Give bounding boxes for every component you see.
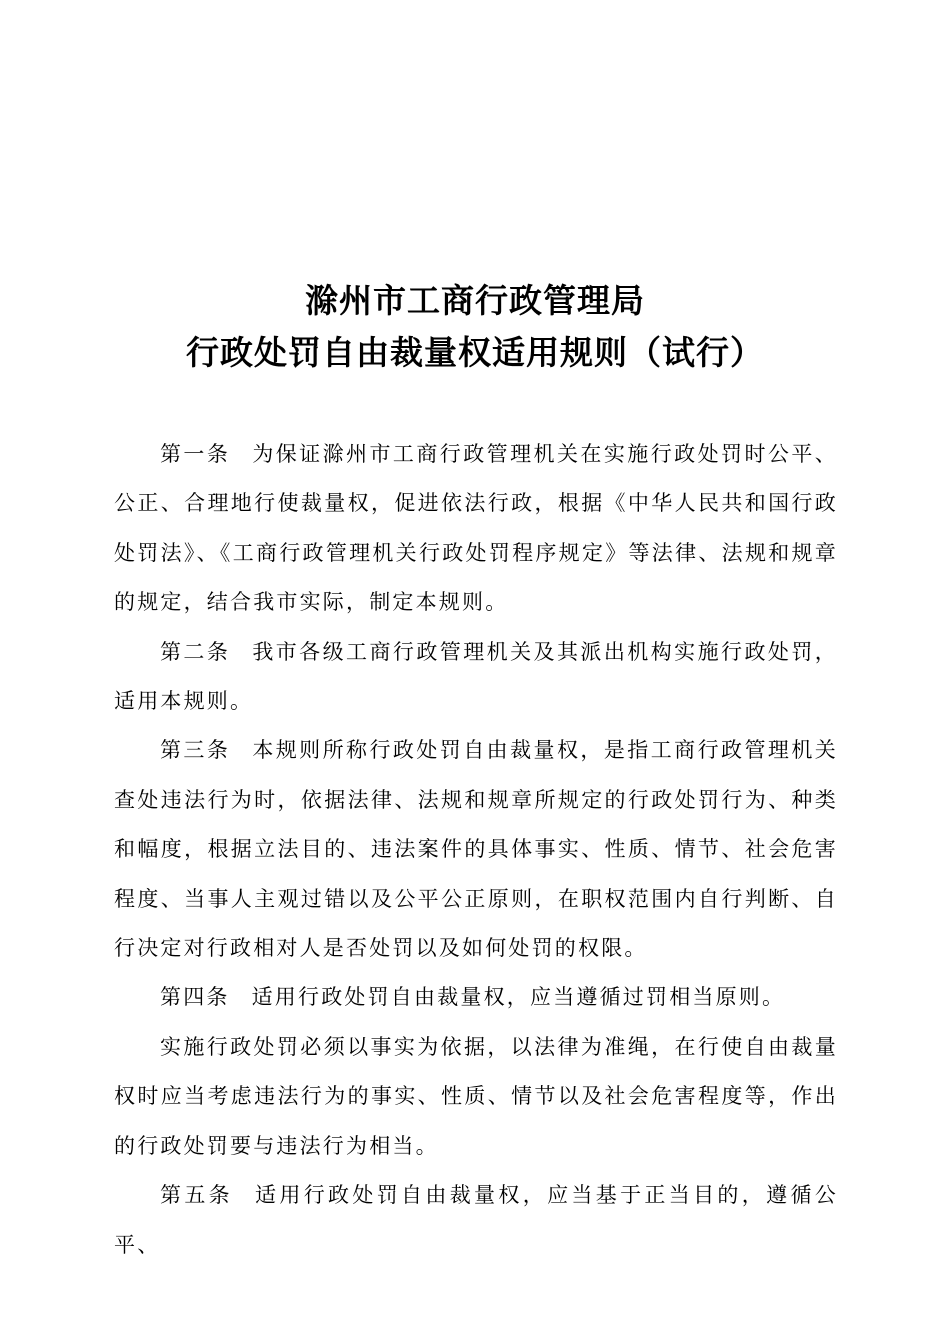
article-number: 第一条	[160, 442, 231, 466]
paragraph-article-4	[114, 973, 838, 1022]
document-title-line2: 行政处罚自由裁量权适用规则（试行）	[186, 333, 764, 372]
paragraph-article-4-continued	[114, 1023, 838, 1171]
article-text: 适用行政处罚自由裁量权，应当基于正当目的，遵循公平、	[114, 1183, 838, 1257]
article-number: 第三条	[160, 738, 231, 763]
document-title-line1: 滁州市工商行政管理局	[305, 281, 645, 320]
article-text: 实施行政处罚必须以事实为依据，以法律为准绳，在行使自由裁量权时应当考虑违法行为的事实、性质、情节以及社会危害程度等，作出的行政处罚要与违法行为相当。	[114, 1034, 838, 1158]
document-body	[114, 430, 838, 1270]
article-number: 第四条	[160, 985, 230, 1010]
paragraph-article-2	[114, 628, 838, 727]
article-number: 第五条	[160, 1183, 234, 1208]
paragraph-article-1	[114, 430, 838, 628]
paragraph-article-3	[114, 726, 838, 973]
article-text: 我市各级工商行政管理机关及其派出机构实施行政处罚，适用本规则。	[114, 639, 838, 714]
paragraph-article-5	[114, 1171, 838, 1270]
article-text: 本规则所称行政处罚自由裁量权，是指工商行政管理机关查处违法行为时，依据法律、法规和规章所规定的行政处罚行为、种类和幅度，根据立法目的、违法案件的具体事实、性质、情节、社会危害程度、当事人主观过错以及公平公正原则，在职权范围内自行判断、自行决定对行政相对人是否处罚以及如何处罚的权限。	[114, 738, 838, 961]
article-text: 适用行政处罚自由裁量权，应当遵循过罚相当原则。	[251, 985, 786, 1010]
article-text: 为保证滁州市工商行政管理机关在实施行政处罚时公平、公正、合理地行使裁量权，促进依法行政，根据《中华人民共和国行政处罚法》、《工商行政管理机关行政处罚程序规定》等法律、法规和规章的规定，结合我市实际，制定本规则。	[114, 442, 838, 615]
article-number: 第二条	[160, 639, 231, 664]
